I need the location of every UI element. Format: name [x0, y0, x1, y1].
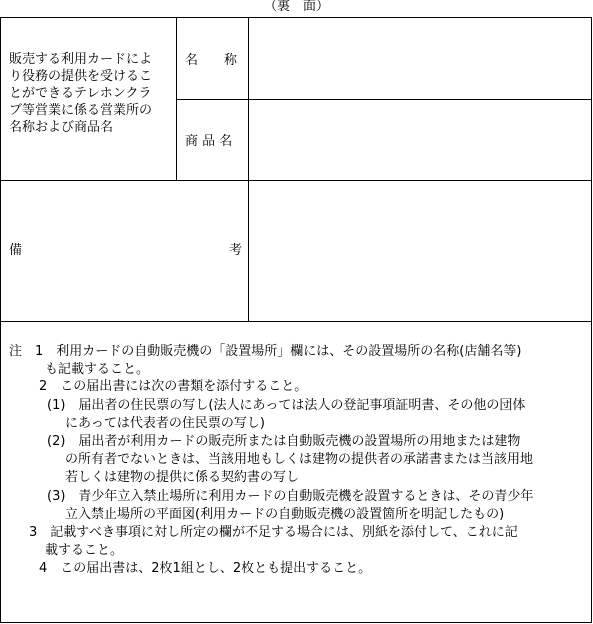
notification-form-back — [0, 17, 592, 623]
product-value-cell[interactable] — [249, 100, 591, 180]
remarks-label-left: 備 — [9, 243, 23, 258]
divider-h3 — [1, 321, 591, 322]
remarks-label-right: 考 — [229, 243, 243, 258]
page-side-label: （裏 面） — [263, 0, 329, 14]
note-line: 4 この届出書は、2枚1組とし、2枚とも提出すること。 — [39, 561, 372, 576]
note-line: (2) 届出者が利用カードの販売所または自動販売機の設置場所の用地または建物 — [47, 434, 521, 449]
note-line: 若しくは建物の提供に係る契約書の写し — [65, 470, 300, 485]
note-line: 載すること。 — [45, 543, 124, 558]
section-label-line: 販売する利用カードによ — [9, 52, 153, 67]
note-line: の所有者でないときは、当該用地もしくは建物の提供者の承諾書または当該用地 — [65, 452, 534, 467]
note-line: (3) 青少年立入禁止場所に利用カードの自動販売機を設置するときは、その青少年 — [47, 489, 534, 504]
remarks-value-cell[interactable] — [249, 181, 591, 321]
note-line: も記載すること。 — [45, 362, 150, 377]
note-line: 立入禁止場所の平面図(利用カードの自動販売機の設置箇所を明記したもの) — [65, 507, 505, 522]
section-label-line: り役務の提供を受けるこ — [9, 69, 153, 84]
notes-section — [9, 343, 589, 613]
name-label: 名 称 — [185, 53, 238, 68]
note-line: (1) 届出者の住民票の写し(法人にあっては法人の登記事項証明書、その他の団体 — [47, 398, 526, 413]
section-label-line: とができるテレホンクラ — [9, 86, 152, 101]
section-label-line: 名称および商品名 — [9, 120, 114, 135]
note-line: 3 記載すべき事項に対し所定の欄が不足する場合には、別紙を添付して、これに記 — [29, 525, 518, 540]
note-line: にあっては代表者の住民票の写し) — [65, 416, 265, 431]
note-line: 2 この届出書には次の書類を添付すること。 — [39, 379, 308, 394]
note-line: 注 1 利用カードの自動販売機の「設置場所」欄には、その設置場所の名称(店舗名等) — [9, 344, 522, 359]
name-value-cell[interactable] — [249, 18, 591, 99]
product-label: 商 品 名 — [185, 134, 233, 149]
section-label-line: ブ等営業に係る営業所の — [9, 103, 153, 118]
